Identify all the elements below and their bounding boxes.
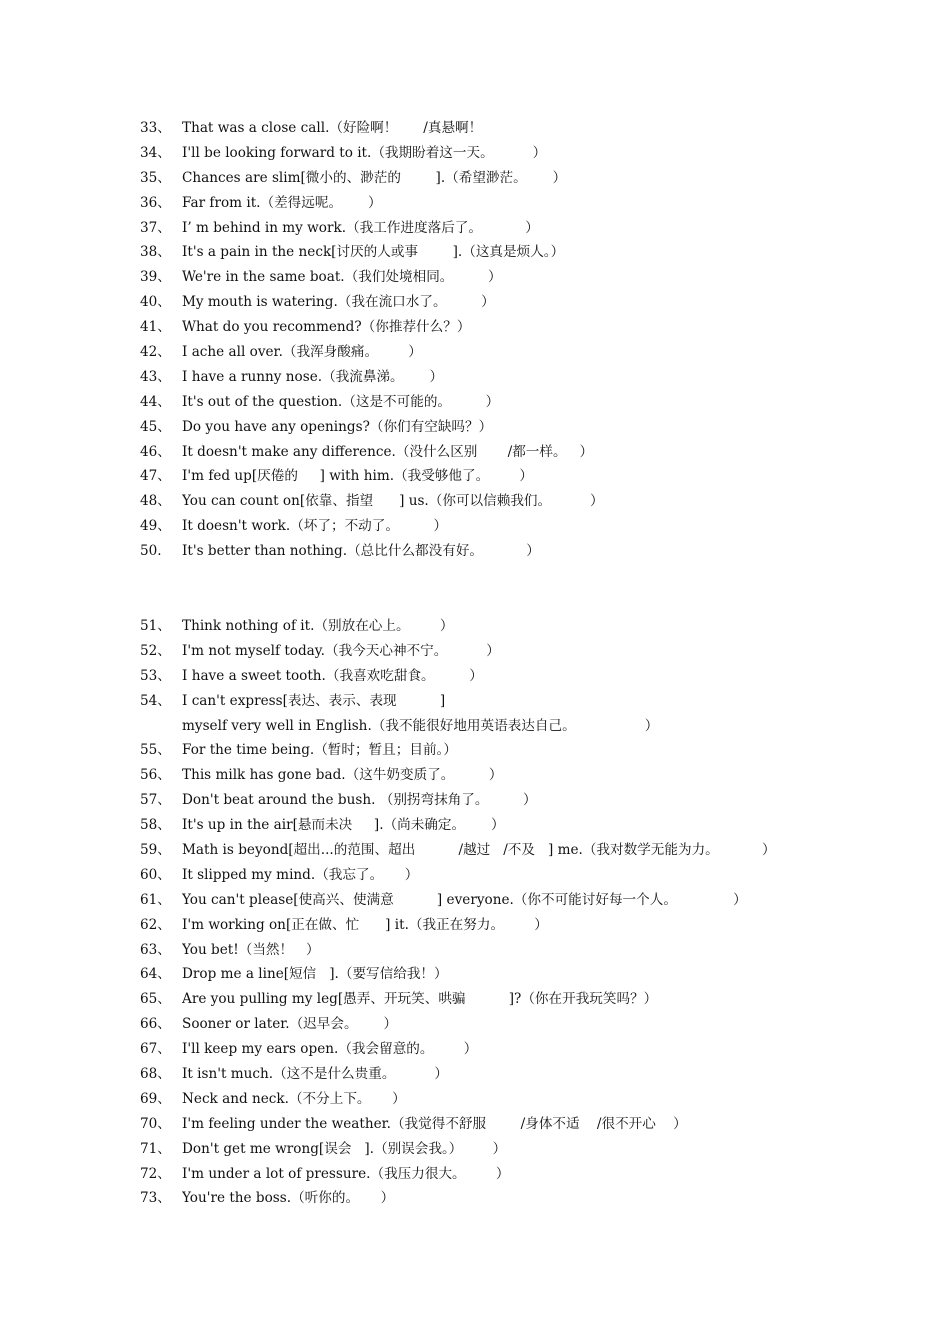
phrase-number: 45、	[140, 418, 171, 435]
phrase-item	[140, 838, 920, 863]
phrase-number: 66、	[140, 1016, 171, 1033]
phrase-text: Do you have any openings?（你们有空缺吗？）	[182, 418, 493, 435]
phrase-number: 37、	[140, 219, 171, 236]
phrase-text: Chances are slim[微小的、渺茫的 ].（希望渺茫。 ）	[182, 169, 567, 186]
phrase-number: 73、	[140, 1190, 171, 1207]
phrase-text: That was a close call.（好险啊！ /真悬啊！	[182, 120, 483, 136]
phrase-number: 57、	[140, 792, 171, 809]
phrase-number: 36、	[140, 194, 171, 211]
phrase-item	[140, 1112, 920, 1137]
phrase-text: For the time being.（暂时；暂且；目前。）	[182, 742, 457, 759]
phrase-text: I'm under a lot of pressure.（我压力很大。 ）	[182, 1165, 510, 1182]
phrase-text: Think nothing of it.（别放在心上。 ）	[182, 618, 454, 634]
phrase-number: 69、	[140, 1090, 171, 1107]
phrase-text: Far from it.（差得远呢。 ）	[182, 194, 382, 211]
phrase-text: I’ m behind in my work.（我工作进度落后了。 ）	[182, 219, 539, 236]
phrase-item	[140, 340, 920, 365]
phrase-list-51-73	[140, 614, 920, 1211]
phrase-number: 72、	[140, 1165, 171, 1182]
phrase-item	[140, 464, 920, 489]
phrase-number: 70、	[140, 1115, 171, 1132]
phrase-continuation-line	[140, 714, 920, 739]
phrase-item	[140, 738, 920, 763]
phrase-item	[140, 863, 920, 888]
phrase-text: I ache all over.（我浑身酸痛。 ）	[182, 344, 422, 361]
phrase-number: 68、	[140, 1066, 171, 1083]
phrase-text: What do you recommend?（你推荐什么？）	[182, 319, 471, 336]
phrase-text: You're the boss.（听你的。 ）	[182, 1190, 395, 1207]
phrase-text: I'm fed up[厌倦的 ] with him.（我受够他了。 ）	[182, 468, 534, 485]
phrase-item	[140, 987, 920, 1012]
phrase-item	[140, 415, 920, 440]
phrase-item	[140, 240, 920, 265]
phrase-item	[140, 938, 920, 963]
phrase-text: It doesn't work.（坏了；不动了。 ）	[182, 518, 448, 535]
phrase-text: Neck and neck.（不分上下。 ）	[182, 1090, 406, 1107]
phrase-text: You can't please[使高兴、使满意 ] everyone.（你不可能讨好每一个人。 ）	[182, 891, 747, 908]
phrase-text: You can count on[依靠、指望 ] us.（你可以信赖我们。 ）	[182, 493, 604, 510]
phrase-item	[140, 141, 920, 166]
phrase-item	[140, 489, 920, 514]
phrase-number: 65、	[140, 991, 171, 1008]
phrase-item	[140, 1012, 920, 1037]
phrase-number: 52、	[140, 642, 171, 659]
phrase-item	[140, 813, 920, 838]
phrase-number: 46、	[140, 443, 171, 460]
phrase-number: 34、	[140, 144, 171, 161]
phrase-number: 43、	[140, 368, 171, 385]
phrase-item	[140, 265, 920, 290]
phrase-text: Sooner or later.（迟早会。 ）	[182, 1016, 398, 1033]
phrase-item	[140, 191, 920, 216]
phrase-text: I'm not myself today.（我今天心神不宁。 ）	[182, 642, 500, 659]
phrase-text: I'll keep my ears open.（我会留意的。 ）	[182, 1041, 478, 1058]
phrase-item	[140, 1137, 920, 1162]
phrase-text: It doesn't make any difference.（没什么区别 /都一样。 ）	[182, 443, 594, 460]
phrase-text: We're in the same boat.（我们处境相同。 ）	[182, 269, 502, 286]
phrase-item	[140, 962, 920, 987]
phrase-item	[140, 440, 920, 465]
phrase-number: 60、	[140, 866, 171, 883]
phrase-text: It's up in the air[悬而未决 ].（尚未确定。 ）	[182, 817, 505, 834]
phrase-item	[140, 1062, 920, 1087]
phrase-item	[140, 1186, 920, 1211]
phrase-number: 62、	[140, 916, 171, 933]
phrase-text: I'm feeling under the weather.（我觉得不舒服 /身体不适 /很不开心 ）	[182, 1115, 687, 1132]
phrase-text: Math is beyond[超出...的范围、超出 /越过 /不及 ] me.（我对数学无能为力。 ）	[182, 842, 776, 859]
phrase-number: 53、	[140, 667, 171, 684]
phrase-number: 41、	[140, 319, 171, 336]
phrase-text: It isn't much.（这不是什么贵重。 ）	[182, 1066, 448, 1083]
phrase-item	[140, 1162, 920, 1187]
phrase-item	[140, 664, 920, 689]
phrase-number: 38、	[140, 244, 171, 261]
phrase-number: 48、	[140, 493, 171, 510]
phrase-item	[140, 514, 920, 539]
phrase-item	[140, 539, 920, 564]
phrase-text: I can't express[表达、表示、表现 ]	[182, 692, 446, 709]
phrase-text: This milk has gone bad.（这牛奶变质了。 ）	[182, 767, 503, 784]
phrase-item	[140, 390, 920, 415]
phrase-number: 55、	[140, 742, 171, 759]
phrase-text: myself very well in English.（我不能很好地用英语表达自己。 ）	[182, 717, 659, 734]
phrase-item	[140, 614, 920, 639]
phrase-list-33-50	[140, 116, 920, 564]
phrase-text: Drop me a line[短信 ].（要写信给我！）	[182, 966, 448, 983]
phrase-number: 39、	[140, 269, 171, 286]
phrase-item	[140, 365, 920, 390]
phrase-number: 51、	[140, 618, 171, 634]
phrase-text: It's out of the question.（这是不可能的。 ）	[182, 393, 500, 410]
phrase-number: 35、	[140, 169, 171, 186]
phrase-number: 47、	[140, 468, 171, 485]
phrase-item	[140, 639, 920, 664]
phrase-number: 61、	[140, 891, 171, 908]
phrase-number: 59、	[140, 842, 171, 859]
phrase-number: 67、	[140, 1041, 171, 1058]
phrase-text: Don't beat around the bush. （别拐弯抹角了。 ）	[182, 792, 537, 809]
phrase-number: 58、	[140, 817, 171, 834]
phrase-item	[140, 888, 920, 913]
phrase-number: 64、	[140, 966, 171, 983]
phrase-number: 50.	[140, 543, 162, 560]
phrase-text: It's a pain in the neck[讨厌的人或事 ].（这真是烦人。）	[182, 244, 565, 261]
phrase-item	[140, 166, 920, 191]
phrase-number: 54、	[140, 692, 171, 709]
phrase-text: I have a sweet tooth.（我喜欢吃甜食。 ）	[182, 667, 483, 684]
phrase-number: 56、	[140, 767, 171, 784]
phrase-item	[140, 116, 920, 141]
phrase-text: It slipped my mind.（我忘了。 ）	[182, 866, 419, 883]
phrase-number: 44、	[140, 393, 171, 410]
phrase-number: 71、	[140, 1140, 171, 1157]
phrase-item	[140, 913, 920, 938]
phrase-item	[140, 788, 920, 813]
phrase-text: It's better than nothing.（总比什么都没有好。 ）	[182, 543, 540, 560]
phrase-item	[140, 1037, 920, 1062]
phrase-text: You bet!（当然！ ）	[182, 941, 320, 958]
phrase-item	[140, 290, 920, 315]
phrase-text: Are you pulling my leg[愚弄、开玩笑、哄骗 ]?（你在开我玩笑吗？）	[182, 991, 658, 1008]
phrase-text: My mouth is watering.（我在流口水了。 ）	[182, 294, 495, 311]
phrase-text: I'm working on[正在做、忙 ] it.（我正在努力。 ）	[182, 916, 548, 933]
phrase-item	[140, 216, 920, 241]
phrase-item	[140, 1087, 920, 1112]
phrase-number: 40、	[140, 294, 171, 311]
phrase-text: Don't get me wrong[误会 ].（别误会我。） ）	[182, 1140, 507, 1157]
phrase-number: 49、	[140, 518, 171, 535]
phrase-text: I have a runny nose.（我流鼻涕。 ）	[182, 368, 444, 385]
phrase-item	[140, 315, 920, 340]
phrase-number: 63、	[140, 941, 171, 958]
phrase-item	[140, 763, 920, 788]
phrase-number: 33、	[140, 120, 171, 136]
phrase-number: 42、	[140, 344, 171, 361]
phrase-item	[140, 689, 920, 714]
phrase-text: I'll be looking forward to it.（我期盼着这一天。 ）	[182, 144, 547, 161]
